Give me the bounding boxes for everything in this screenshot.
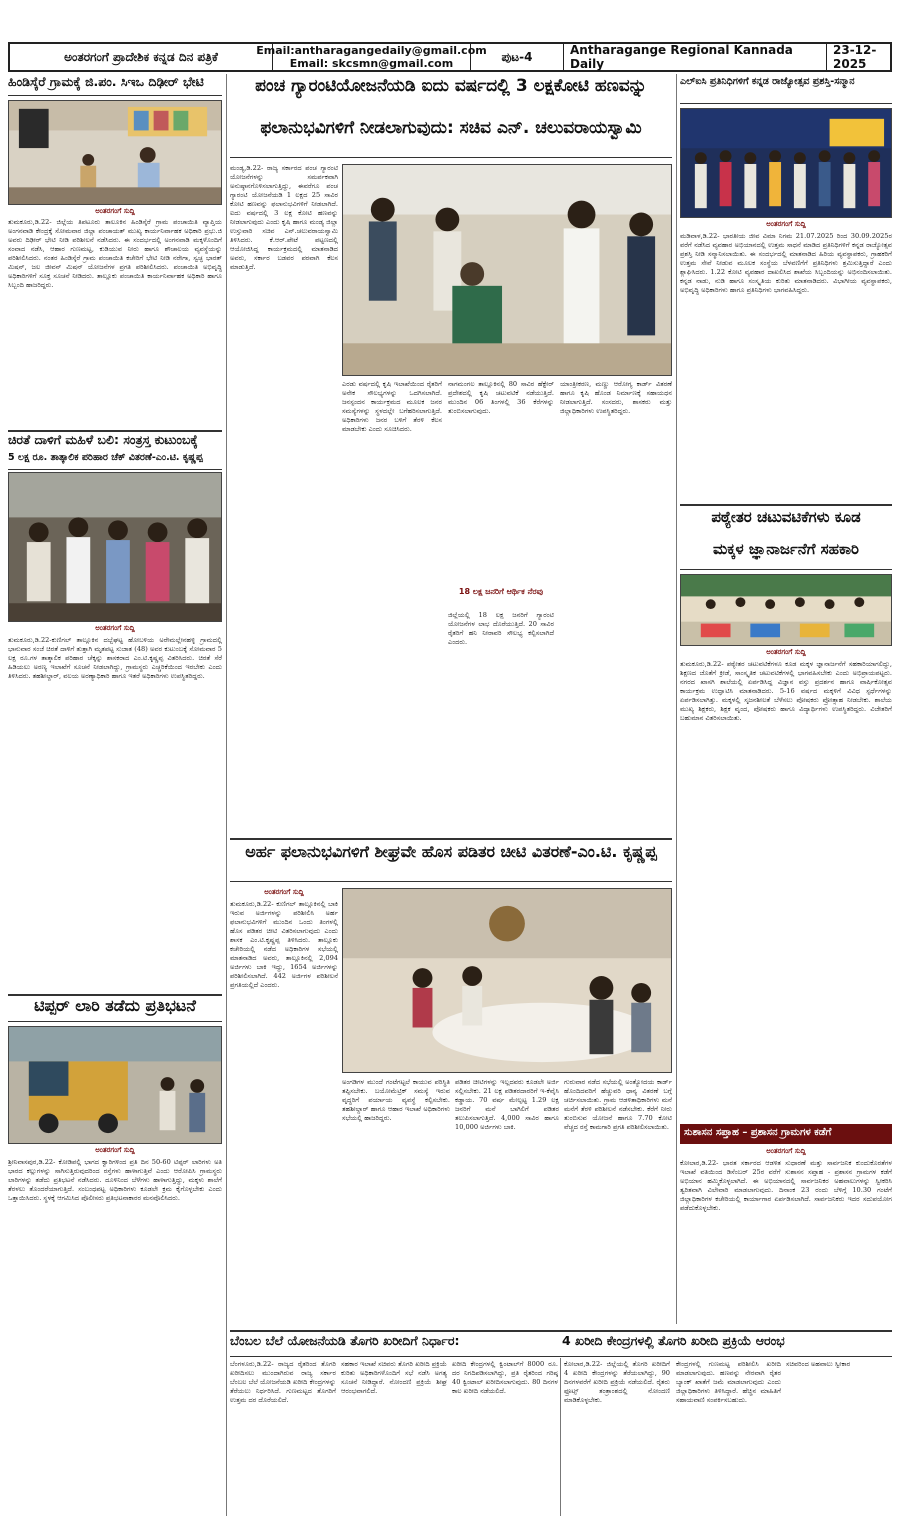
arha-body-3: ಪಡಿತರ ಚೀಟಿಗಳನ್ನು ಇಲ್ಲದವರು ಕೂಡಲೇ ಅರ್ಜಿ ಸಲ್ಲಿಸಬೇಕು. 21 ಲಕ್ಷ ಪಡಿತರದಾರರಿಗೆ ಇ-ಕೆವೈಸಿ ಕಡ್ಡಾಯ. 70 ವರ್ಷ ಮೇಲ್ಪಟ್ಟ 1.29 ಲಕ್ಷ ಜನರಿಗೆ ಮನೆ ಬಾಗಿಲಿಗೆ ಪಡಿತರ ತಲುಪಿಸಲಾಗುತ್ತಿದೆ. 4,000 ಸಾವಿರ ಹಾಗೂ 10,000 ಅರ್ಜಿಗಳು ಬಾಕಿ.	[455, 1078, 559, 1131]
lic-byline: ಅಂತರಗಂಗೆ ಸುದ್ದಿ	[766, 220, 806, 228]
bembala-body-2: ಸಹಕಾರ ಇಲಾಖೆ ಸಚಿವರು ತೊಗರಿ ಖರೀದಿ ಪ್ರಕ್ರಿಯೆ ಕುರಿತು ಅಧಿಕಾರಿಗಳೊಂದಿಗೆ ಸಭೆ ನಡೆಸಿ ಅಗತ್ಯ ಸೂಚನೆ ನೀಡಿದ್ದಾರೆ. ನೋಂದಣಿ ಪ್ರಕ್ರಿಯೆ ಶೀಘ್ರ ಆರಂಭವಾಗಲಿದೆ.	[341, 1360, 447, 1395]
arha-body-1: ತುಮಕೂರು,ಡಿ.22- ಕುಣಿಗಲ್ ತಾಲ್ಲೂಕಿನಲ್ಲಿ ಬಾಕಿ ಇರುವ ಅರ್ಜಿಗಳನ್ನು ಪರಿಶೀಲಿಸಿ ಅರ್ಹ ಫಲಾನುಭವಿಗಳಿಗೆ ಮುಂದಿನ ಒಂದು ತಿಂಗಳಲ್ಲಿ ಹೊಸ ಪಡಿತರ ಚೀಟಿ ವಿತರಿಸಲಾಗುವುದು ಎಂದು ಶಾಸಕ ಎಂ.ಟಿ.ಕೃಷ್ಣಪ್ಪ ತಿಳಿಸಿದರು. ತಾಲ್ಲೂಕು ಕಚೇರಿಯಲ್ಲಿ ನಡೆದ ಅಧಿಕಾರಿಗಳ ಸಭೆಯಲ್ಲಿ ಮಾತನಾಡಿದ ಅವರು, ತಾಲ್ಲೂಕಿನಲ್ಲಿ 2,094 ಅರ್ಜಿಗಳು ಬಾಕಿ ಇದ್ದು, 1654 ಅರ್ಜಿಗಳನ್ನು ಪರಿಶೀಲಿಸಲಾಗಿದೆ. 442 ಅರ್ಜಿಗಳ ಪರಿಶೀಲನೆ ಪ್ರಗತಿಯಲ್ಲಿದೆ ಎಂದರು.	[230, 900, 338, 989]
hindiskere-byline: ಅಂತರಗಂಗೆ ಸುದ್ದಿ	[95, 207, 135, 215]
kendra-headline: 4 ಖರೀದಿ ಕೇಂದ್ರಗಳಲ್ಲಿ ತೊಗರಿ ಖರೀದಿ ಪ್ರಕ್ರಿಯೆ ಆರಂಭ	[562, 1333, 785, 1348]
column-divider	[560, 1358, 561, 1516]
pathyethara-byline: ಅಂತರಗಂಗೆ ಸುದ್ದಿ	[766, 648, 806, 656]
email-2[interactable]: Email: skcsmn@gmail.com	[289, 57, 454, 70]
kendra-body-3: ಸಚಿವರಿಂದ ಅಹವಾಲು ಸ್ವೀಕಾರ	[786, 1360, 851, 1368]
hindiskere-photo	[8, 100, 222, 205]
chirathe-body: ತುಮಕೂರು,ಡಿ.22-ಕುಣಿಗಲ್ ತಾಲ್ಲೂಕಿನ ದಬ್ಬೆಘಟ್ಟ ಹೋಬಳಿಯ ಅರೇಮಲ್ಲೇನಹಳ್ಳಿ ಗ್ರಾಮದಲ್ಲಿ ಭಾನುವಾರ ಸಂಜೆ ಚಿರತೆ ದಾಳಿಗೆ ತುತ್ತಾಗಿ ಮೃತಪಟ್ಟ ಸುಜಾತ (48) ಅವರ ಕುಟುಂಬಕ್ಕೆ ಸೋಮವಾರ 5 ಲಕ್ಷ ರೂ.ಗಳ ತಾತ್ಕಾಲಿಕ ಪರಿಹಾರ ಚೆಕ್ಕನ್ನು ಶಾಸಕರಾದ ಎಂ.ಟಿ.ಕೃಷ್ಣಪ್ಪ ವಿತರಿಸಿದರು. ಚಿರತೆ ಸೆರೆ ಹಿಡಿಯಲು ಅರಣ್ಯ ಇಲಾಖೆಗೆ ಸೂಚನೆ ನೀಡಲಾಗಿದ್ದು, ಗ್ರಾಮಸ್ಥರು ಎಚ್ಚರಿಕೆಯಿಂದ ಇರಬೇಕು ಎಂದು ತಿಳಿಸಿದರು. ತಹಶೀಲ್ದಾರ್, ವಲಯ ಅರಣ್ಯಾಧಿಕಾರಿ ಹಾಗೂ ಇತರೆ ಅಧಿಕಾರಿಗಳು ಉಪಸ್ಥಿತರಿದ್ದರು.	[8, 636, 222, 680]
subhashana-body: ಕೋಲಾರ,ಡಿ.22- ಭಾರತ ಸರ್ಕಾರದ ಆಡಳಿತ ಸುಧಾರಣೆ ಮತ್ತು ಸಾರ್ವಜನಿಕ ಕುಂದುಕೊರತೆಗಳ ಇಲಾಖೆ ವತಿಯಿಂದ ಡಿಸೆಂಬರ್ 25ರ ವರೆಗೆ ಸುಶಾಸನ ಸಪ್ತಾಹ - ಪ್ರಶಾಸನ ಗ್ರಾಮಗಳ ಕಡೆಗೆ ಅಭಿಯಾನ ಹಮ್ಮಿಕೊಳ್ಳಲಾಗಿದೆ. ಈ ಅಭಿಯಾನದಲ್ಲಿ ಸಾರ್ವಜನಿಕರ ಅಹವಾಲುಗಳನ್ನು ಸ್ವೀಕರಿಸಿ ತ್ವರಿತವಾಗಿ ವಿಲೇವಾರಿ ಮಾಡಲಾಗುವುದು. ದಿನಾಂಕ 23 ರಂದು ಬೆಳಿಗ್ಗೆ 10.30 ಗಂಟೆಗೆ ಜಿಲ್ಲಾಧಿಕಾರಿಗಳ ಕಚೇರಿಯಲ್ಲಿ ಕಾರ್ಯಾಗಾರ ಏರ್ಪಡಿಸಲಾಗಿದೆ. ಸಾರ್ವಜನಿಕರು ಇದರ ಸದುಪಯೋಗ ಪಡೆದುಕೊಳ್ಳಬೇಕು.	[680, 1159, 892, 1212]
arha-body-2: ಅಂಗಡಿಗಳ ಮುಂದೆ ಗಂಟೆಗಟ್ಟಲೆ ಕಾಯುವ ಪರಿಸ್ಥಿತಿ ತಪ್ಪಿಸಬೇಕು. ಬಯೋಮೆಟ್ರಿಕ್ ಸಮಸ್ಯೆ ಇರುವ ವೃದ್ಧರಿಗೆ ಪರ್ಯಾಯ ವ್ಯವಸ್ಥೆ ಕಲ್ಪಿಸಬೇಕು. ತಹಶೀಲ್ದಾರ್ ಹಾಗೂ ಆಹಾರ ಇಲಾಖೆ ಅಧಿಕಾರಿಗಳು ಸಭೆಯಲ್ಲಿ ಹಾಜರಿದ್ದರು.	[342, 1078, 450, 1122]
email-1[interactable]: Email:antharagangedaily@gmail.com	[256, 44, 487, 57]
chirathe-headline: ಚಿರತೆ ದಾಳಿಗೆ ಮಹಿಳೆ ಬಲಿ: ಸಂತ್ರಸ್ತ ಕುಟುಂಬಕ್ಕೆ	[8, 432, 198, 447]
subhashana-headline: ಸುಶಾಸನ ಸಪ್ತಾಹ – ಪ್ರಶಾಸನ ಗ್ರಾಮಗಳ ಕಡೆಗೆ	[680, 1124, 892, 1144]
divider	[230, 838, 672, 840]
pathyethara-headline-1: ಪಠ್ಯೇತರ ಚಟುವಟಿಕೆಗಳು ಕೂಡ	[711, 508, 861, 526]
guarantee-subhead: 18 ಲಕ್ಷ ಜನರಿಗೆ ಆರ್ಥಿಕ ನೆರವು	[458, 587, 544, 596]
tipper-byline: ಅಂತರಗಂಗೆ ಸುದ್ದಿ	[95, 1146, 135, 1154]
hindiskere-headline: ಹಿಂಡಿಸ್ಕೆರೆ ಗ್ರಾಮಕ್ಕೆ ಜಿ.ಪಂ. ಸಿಇಒ ದಿಢೀರ್ ಭೇಟಿ	[8, 74, 222, 96]
bembala-body-3: ಖರೀದಿ ಕೇಂದ್ರಗಳಲ್ಲಿ ಕ್ವಿಂಟಾಲ್‌ಗೆ 8000 ರೂ. ದರ ನಿಗದಿಪಡಿಸಲಾಗಿದ್ದು, ಪ್ರತಿ ರೈತರಿಂದ ಗರಿಷ್ಠ 40 ಕ್ವಿಂಟಾಲ್ ಖರೀದಿಸಲಾಗುವುದು. 80 ದಿನಗಳ ಕಾಲ ಖರೀದಿ ನಡೆಯಲಿದೆ.	[452, 1360, 558, 1395]
guarantee-body-5: ಯಾಂತ್ರೀಕರಣ, ಮಣ್ಣು ಆರೋಗ್ಯ ಕಾರ್ಡ್ ವಿತರಣೆ ಹಾಗೂ ಕೃಷಿ ಹೊಂಡ ನಿರ್ಮಾಣಕ್ಕೆ ಸಹಾಯಧನ ನೀಡಲಾಗುತ್ತಿದೆ. ಸಂಸದರು, ಶಾಸಕರು ಮತ್ತು ಜಿಲ್ಲಾಧಿಕಾರಿಗಳು ಉಪಸ್ಥಿತರಿದ್ದರು.	[560, 380, 672, 415]
guarantee-headline-2: ಫಲಾನುಭವಿಗಳಿಗೆ ನೀಡಲಾಗುವುದು: ಸಚಿವ ಎನ್. ಚಲುವರಾಯಸ್ವಾಮಿ	[230, 118, 672, 158]
arha-body-4: ಗುರುವಾರ ನಡೆದ ಸಭೆಯಲ್ಲಿ ಅಂತ್ಯೋದಯ ಕಾರ್ಡ್ ಹೊಂದಿದವರಿಗೆ ಹೆಚ್ಚುವರಿ ಧಾನ್ಯ ವಿತರಣೆ ಬಗ್ಗೆ ಚರ್ಚಿಸಲಾಯಿತು. ಗ್ರಾಮ ಆಡಳಿತಾಧಿಕಾರಿಗಳು ಮನೆ ಮನೆಗೆ ತೆರಳಿ ಪರಿಶೀಲನೆ ನಡೆಸಬೇಕು. ಕೆರೆಗೆ ನೀರು ತುಂಬಿಸುವ ಯೋಜನೆ ಹಾಗೂ 7.70 ಕೋಟಿ ವೆಚ್ಚದ ರಸ್ತೆ ಕಾಮಗಾರಿ ಪ್ರಗತಿ ಪರಿಶೀಲಿಸಲಾಯಿತು.	[564, 1078, 672, 1131]
chirathe-byline: ಅಂತರಗಂಗೆ ಸುದ್ದಿ	[95, 624, 135, 632]
pathyethara-headline-2: ಮಕ್ಕಳ ಜ್ಞಾನಾರ್ಜನೆಗೆ ಸಹಕಾರಿ	[680, 540, 892, 570]
bembala-headline: ಬೆಂಬಲ ಬೆಲೆ ಯೋಜನೆಯಡಿ ತೊಗರಿ ಖರೀದಿಗೆ ನಿರ್ಧಾರ:	[230, 1333, 460, 1348]
kendra-body-1: ಕೋಲಾರ,ಡಿ.22- ಜಿಲ್ಲೆಯಲ್ಲಿ ತೊಗರಿ ಖರೀದಿಗೆ 4 ಖರೀದಿ ಕೇಂದ್ರಗಳನ್ನು ತೆರೆಯಲಾಗಿದ್ದು, 90 ದಿನಗಳವರೆಗೆ ಖರೀದಿ ಪ್ರಕ್ರಿಯೆ ನಡೆಯಲಿದೆ. ರೈತರು ಫ್ರೂಟ್ಸ್ ತಂತ್ರಾಂಶದಲ್ಲಿ ನೋಂದಣಿ ಮಾಡಿಕೊಳ್ಳಬೇಕು.	[564, 1360, 670, 1404]
pathyethara-body: ತುಮಕೂರು,ಡಿ.22- ಪಠ್ಯೇತರ ಚಟುವಟಿಕೆಗಳೂ ಕೂಡ ಮಕ್ಕಳ ಜ್ಞಾನಾರ್ಜನೆಗೆ ಸಹಕಾರಿಯಾಗಲಿದ್ದು, ಶಿಕ್ಷಣದ ಜೊತೆಗೆ ಕ್ರೀಡೆ, ಸಾಂಸ್ಕೃತಿಕ ಚಟುವಟಿಕೆಗಳಲ್ಲಿ ಭಾಗವಹಿಸಬೇಕು ಎಂದು ಅಭಿಪ್ರಾಯಪಟ್ಟರು. ನಗರದ ಖಾಸಗಿ ಶಾಲೆಯಲ್ಲಿ ಏರ್ಪಡಿಸಿದ್ದ ವಿಜ್ಞಾನ ವಸ್ತು ಪ್ರದರ್ಶನ ಹಾಗೂ ವಾರ್ಷಿಕೋತ್ಸವ ಕಾರ್ಯಕ್ರಮ ಉದ್ಘಾಟಿಸಿ ಮಾತನಾಡಿದರು. 5-16 ವರ್ಷದ ಮಕ್ಕಳಿಗೆ ವಿವಿಧ ಸ್ಪರ್ಧೆಗಳನ್ನು ಏರ್ಪಡಿಸಲಾಗಿತ್ತು. ಮಕ್ಕಳಲ್ಲಿ ಸೃಜನಶೀಲತೆ ಬೆಳೆಸಲು ಪೋಷಕರು ಪ್ರೋತ್ಸಾಹ ನೀಡಬೇಕು. ಶಾಲೆಯ ಮುಖ್ಯ ಶಿಕ್ಷಕರು, ಶಿಕ್ಷಕ ವೃಂದ, ಪೋಷಕರು ಹಾಗೂ ವಿದ್ಯಾರ್ಥಿಗಳು ಉಪಸ್ಥಿತರಿದ್ದರು. ವಿಜೇತರಿಗೆ ಬಹುಮಾನ ವಿತರಿಸಲಾಯಿತು.	[680, 660, 892, 722]
kendra-body-2: ಕೇಂದ್ರಗಳಲ್ಲಿ ಗುಣಮಟ್ಟ ಪರಿಶೀಲಿಸಿ ಖರೀದಿ ಮಾಡಲಾಗುವುದು. ಹಣವನ್ನು ನೇರವಾಗಿ ರೈತರ ಬ್ಯಾಂಕ್ ಖಾತೆಗೆ ಜಮೆ ಮಾಡಲಾಗುವುದು ಎಂದು ಜಿಲ್ಲಾಧಿಕಾರಿಗಳು ತಿಳಿಸಿದ್ದಾರೆ. ಹೆಚ್ಚಿನ ಮಾಹಿತಿಗೆ ಸಹಾಯವಾಣಿ ಸಂಪರ್ಕಿಸಬಹುದು.	[676, 1360, 781, 1404]
guarantee-body-4: ಜಿಲ್ಲೆಯಲ್ಲಿ 18 ಲಕ್ಷ ಜನರಿಗೆ ಗ್ಯಾರಂಟಿ ಯೋಜನೆಗಳ ಲಾಭ ದೊರೆಯುತ್ತಿದೆ. 20 ಸಾವಿರ ರೈತರಿಗೆ ಹನಿ ನೀರಾವರಿ ಸೌಲಭ್ಯ ಕಲ್ಪಿಸಲಾಗಿದೆ ಎಂದರು.	[448, 611, 554, 646]
column-divider	[676, 74, 677, 1324]
guarantee-body-1: ಮಂಡ್ಯ,ಡಿ.22- ರಾಜ್ಯ ಸರ್ಕಾರದ ಪಂಚ ಗ್ಯಾರಂಟಿ ಯೋಜನೆಗಳನ್ನು ಸಮರ್ಪಕವಾಗಿ ಅನುಷ್ಠಾನಗೊಳಿಸಲಾಗುತ್ತಿದ್ದು, ಈವರೆಗೂ ಪಂಚ ಗ್ಯಾರಂಟಿ ಯೋಜನೆಯಡಿ 1 ಲಕ್ಷದ 25 ಸಾವಿರ ಕೋಟಿ ಹಣವನ್ನು ಫಲಾನುಭವಿಗಳಿಗೆ ನೀಡಲಾಗಿದೆ. ಐದು ವರ್ಷದಲ್ಲಿ 3 ಲಕ್ಷ ಕೋಟಿ ಹಣವನ್ನು ನೀಡಲಾಗುವುದು ಎಂದು ಕೃಷಿ ಹಾಗೂ ಮಂಡ್ಯ ಜಿಲ್ಲಾ ಉಸ್ತುವಾರಿ ಸಚಿವ ಎನ್.ಚಲುವರಾಯಸ್ವಾಮಿ ತಿಳಿಸಿದರು. ಕೆ.ಆರ್.ಪೇಟೆ ಪಟ್ಟಣದಲ್ಲಿ ಆಯೋಜಿಸಿದ್ದ ಕಾರ್ಯಕ್ರಮದಲ್ಲಿ ಮಾತನಾಡಿದ ಅವರು, ಸರ್ಕಾರ ಬಡವರ ಪರವಾಗಿ ಕೆಲಸ ಮಾಡುತ್ತಿದೆ.	[230, 164, 338, 271]
subhashana-byline: ಅಂತರಗಂಗೆ ಸುದ್ದಿ	[766, 1147, 806, 1155]
page-number: ಪುಟ-4	[471, 44, 564, 70]
masthead-emails	[256, 44, 487, 70]
lic-headline: ಎಲ್‌ಐಸಿ ಪ್ರತಿನಿಧಿಗಳಿಗೆ ಕನ್ನಡ ರಾಜ್ಯೋತ್ಸವ ಪ್ರಶಸ್ತಿ-ಸನ್ಮಾನ	[680, 76, 892, 104]
hindiskere-body: ತುಮಕೂರು,ಡಿ.22- ಜಿಲ್ಲೆಯ ತಿಪಟೂರು ತಾಲೂಕಿನ ಹಿಂಡಿಸ್ಕೆರೆ ಗ್ರಾಮ ಪಂಚಾಯಿತಿ ವ್ಯಾಪ್ತಿಯ ಅಂಗನವಾಡಿ ಕೇಂದ್ರಕ್ಕೆ ಸೋಮವಾರ ಜಿಲ್ಲಾ ಪಂಚಾಯತ್ ಮುಖ್ಯ ಕಾರ್ಯನಿರ್ವಾಹಕ ಅಧಿಕಾರಿ ಪ್ರಭು.ಜಿ ಅವರು ದಿಢೀರ್ ಭೇಟಿ ನೀಡಿ ಪರಿಶೀಲನೆ ನಡೆಸಿದರು. ಈ ಸಂದರ್ಭದಲ್ಲಿ ಅಂಗನವಾಡಿ ಮಕ್ಕಳೊಂದಿಗೆ ಸಂವಾದ ನಡೆಸಿ, ಆಹಾರ ಗುಣಮಟ್ಟ, ಕುಡಿಯುವ ನೀರು ಹಾಗೂ ಶೌಚಾಲಯ ವ್ಯವಸ್ಥೆಯನ್ನು ಪರಿಶೀಲಿಸಿದರು. ನಂತರ ಹಿಂಡಿಸ್ಕೆರೆ ಗ್ರಾಮ ಪಂಚಾಯಿತಿ ಕಚೇರಿಗೆ ಭೇಟಿ ನೀಡಿ ನರೇಗಾ, ಸ್ವಚ್ಛ ಭಾರತ್ ಮಿಷನ್, ಜಲ ಜೀವನ್ ಮಿಷನ್ ಯೋಜನೆಗಳ ಪ್ರಗತಿ ಪರಿಶೀಲಿಸಿದರು. ಪಂಚಾಯಿತಿ ಅಭಿವೃದ್ಧಿ ಅಧಿಕಾರಿಗಳಿಗೆ ಸೂಕ್ತ ಸೂಚನೆ ನೀಡಿದರು. ತಾಲ್ಲೂಕು ಪಂಚಾಯಿತಿ ಕಾರ್ಯನಿರ್ವಾಹಕ ಅಧಿಕಾರಿ ಹಾಗೂ ಸಿಬ್ಬಂದಿ ಹಾಜರಿದ್ದರು.	[8, 218, 222, 289]
tipper-body: ಶ್ರೀನಿವಾಸಪುರ,ಡಿ.22- ಕೋಡಿಪಲ್ಲಿ ಭಾಗದ ಕ್ವಾರಿಗಳಿಂದ ಪ್ರತಿ ದಿನ 50-60 ಟಿಪ್ಪರ್ ಲಾರಿಗಳು ಅತಿ ಭಾರದ ಕಲ್ಲುಗಳನ್ನು ಸಾಗಿಸುತ್ತಿರುವುದರಿಂದ ರಸ್ತೆಗಳು ಹಾಳಾಗುತ್ತಿವೆ ಎಂದು ಆರೋಪಿಸಿ ಗ್ರಾಮಸ್ಥರು ಲಾರಿಗಳನ್ನು ತಡೆದು ಪ್ರತಿಭಟನೆ ನಡೆಸಿದರು. ದೂಳಿನಿಂದ ಬೆಳೆಗಳು ಹಾಳಾಗುತ್ತಿದ್ದು, ಮಕ್ಕಳು ಶಾಲೆಗೆ ತೆರಳಲು ತೊಂದರೆಯಾಗುತ್ತಿದೆ. ಸಂಬಂಧಪಟ್ಟ ಅಧಿಕಾರಿಗಳು ಕೂಡಲೇ ಕ್ರಮ ಕೈಗೊಳ್ಳಬೇಕು ಎಂದು ಒತ್ತಾಯಿಸಿದರು. ಸ್ಥಳಕ್ಕೆ ಆಗಮಿಸಿದ ಪೊಲೀಸರು ಪ್ರತಿಭಟನಾಕಾರರ ಮನವೊಲಿಸಿದರು.	[8, 1158, 222, 1202]
divider	[230, 1356, 892, 1357]
chirathe-photo	[8, 472, 222, 622]
divider	[230, 1330, 892, 1332]
arha-headline: ಅರ್ಹ ಫಲಾನುಭವಿಗಳಿಗೆ ಶೀಘ್ರವೇ ಹೊಸ ಪಡಿತರ ಚೀಟಿ ವಿತರಣೆ-ಎಂ.ಟಿ. ಕೃಷ್ಣಪ್ಪ	[230, 842, 672, 882]
masthead-name-kannada: ಅಂತರಗಂಗೆ ಪ್ರಾದೇಶಿಕ ಕನ್ನಡ ದಿನ ಪತ್ರಿಕೆ	[10, 44, 273, 70]
guarantee-body-3: ನಾಗಮಂಗಲ ತಾಲ್ಲೂಕಿನಲ್ಲಿ 80 ಸಾವಿರ ಹೆಕ್ಟೇರ್ ಪ್ರದೇಶದಲ್ಲಿ ಕೃಷಿ ಚಟುವಟಿಕೆ ನಡೆಯುತ್ತಿದೆ. ಮುಂದಿನ 06 ತಿಂಗಳಲ್ಲಿ 36 ಕೆರೆಗಳನ್ನು ತುಂಬಿಸಲಾಗುವುದು.	[448, 380, 554, 415]
chirathe-subhead: 5 ಲಕ್ಷ ರೂ. ತಾತ್ಕಾಲಿಕ ಪರಿಹಾರ ಚೆಕ್ ವಿತರಣೆ-ಎಂ.ಟಿ. ಕೃಷ್ಣಪ್ಪ	[8, 452, 222, 470]
arha-photo	[342, 888, 672, 1073]
masthead-date: 23-12-2025	[833, 43, 877, 71]
bembala-body-1: ಬೆಂಗಳೂರು,ಡಿ.22- ರಾಜ್ಯದ ರೈತರಿಂದ ತೊಗರಿ ಖರೀದಿಸಲು ಮುಂದಾಗಿರುವ ರಾಜ್ಯ ಸರ್ಕಾರ ಬೆಂಬಲ ಬೆಲೆ ಯೋಜನೆಯಡಿ ಖರೀದಿ ಕೇಂದ್ರಗಳನ್ನು ತೆರೆಯಲು ನಿರ್ಧರಿಸಿದೆ. ಗುಣಮಟ್ಟದ ತೊಗರಿಗೆ ಉತ್ತಮ ದರ ದೊರೆಯಲಿದೆ.	[230, 1360, 336, 1404]
lic-photo	[680, 108, 892, 218]
lic-body: ಮಡಿವಾಳ,ಡಿ.22- ಭಾರತೀಯ ಜೀವ ವಿಮಾ ನಿಗಮ 21.07.2025 ರಿಂದ 30.09.2025ರ ವರೆಗೆ ನಡೆಸಿದ ವ್ಯವಹಾರ ಅಭಿಯಾನದಲ್ಲಿ ಉತ್ತಮ ಸಾಧನೆ ಮಾಡಿದ ಪ್ರತಿನಿಧಿಗಳಿಗೆ ಕನ್ನಡ ರಾಜ್ಯೋತ್ಸವ ಪ್ರಶಸ್ತಿ ನೀಡಿ ಸನ್ಮಾನಿಸಲಾಯಿತು. ಈ ಸಂದರ್ಭದಲ್ಲಿ ಮಾತನಾಡಿದ ಹಿರಿಯ ವ್ಯವಸ್ಥಾಪಕರು, ಗ್ರಾಹಕರಿಗೆ ಉತ್ತಮ ಸೇವೆ ನೀಡುವ ಮೂಲಕ ಸಂಸ್ಥೆಯ ಬೆಳವಣಿಗೆಗೆ ಪ್ರತಿನಿಧಿಗಳು ಶ್ರಮಿಸುತ್ತಿದ್ದಾರೆ ಎಂದು ಶ್ಲಾಘಿಸಿದರು. 1.22 ಕೋಟಿ ವ್ಯವಹಾರ ದಾಖಲಿಸಿದ ಶಾಖೆಯ ಸಿಬ್ಬಂದಿಯನ್ನು ಅಭಿನಂದಿಸಲಾಯಿತು. ಕನ್ನಡ ನಾಡು, ನುಡಿ ಹಾಗೂ ಸಂಸ್ಕೃತಿಯ ಕುರಿತು ಮಾತನಾಡಿದರು. ವಿಭಾಗೀಯ ವ್ಯವಸ್ಥಾಪಕರು, ಅಭಿವೃದ್ಧಿ ಅಧಿಕಾರಿಗಳು ಹಾಗೂ ಪ್ರತಿನಿಧಿಗಳು ಭಾಗವಹಿಸಿದ್ದರು.	[680, 232, 892, 294]
guarantee-photo	[342, 164, 672, 376]
tipper-photo	[8, 1026, 222, 1144]
guarantee-headline-1: ಪಂಚ ಗ್ಯಾರಂಟಿಯೋಜನೆಯಡಿ ಐದು ವರ್ಷದಲ್ಲಿ 3 ಲಕ್ಷಕೋಟಿ ಹಣವನ್ನು	[255, 76, 647, 96]
tipper-headline: ಟಿಪ್ಪರ್ ಲಾರಿ ತಡೆದು ಪ್ರತಿಭಟನೆ	[8, 996, 222, 1022]
pathyethara-photo	[680, 574, 892, 646]
divider	[680, 504, 892, 506]
masthead	[8, 42, 892, 72]
column-divider	[226, 74, 227, 1516]
guarantee-body-2: ಎರಡು ವರ್ಷದಲ್ಲಿ ಕೃಷಿ ಇಲಾಖೆಯಿಂದ ರೈತರಿಗೆ ಅನೇಕ ಸೌಲಭ್ಯಗಳನ್ನು ಒದಗಿಸಲಾಗಿದೆ. ಜನಸ್ಪಂದನ ಕಾರ್ಯಕ್ರಮದ ಮೂಲಕ ಜನರ ಸಮಸ್ಯೆಗಳನ್ನು ಸ್ಥಳದಲ್ಲೇ ಬಗೆಹರಿಸಲಾಗುತ್ತಿದೆ. ಅಧಿಕಾರಿಗಳು ಜನರ ಬಳಿಗೆ ತೆರಳಿ ಕೆಲಸ ಮಾಡಬೇಕು ಎಂದು ಸೂಚಿಸಿದರು.	[342, 380, 442, 433]
masthead-name-english: Antharagange Regional Kannada Daily	[564, 44, 827, 70]
arha-byline: ಅಂತರಗಂಗೆ ಸುದ್ದಿ	[264, 888, 304, 896]
